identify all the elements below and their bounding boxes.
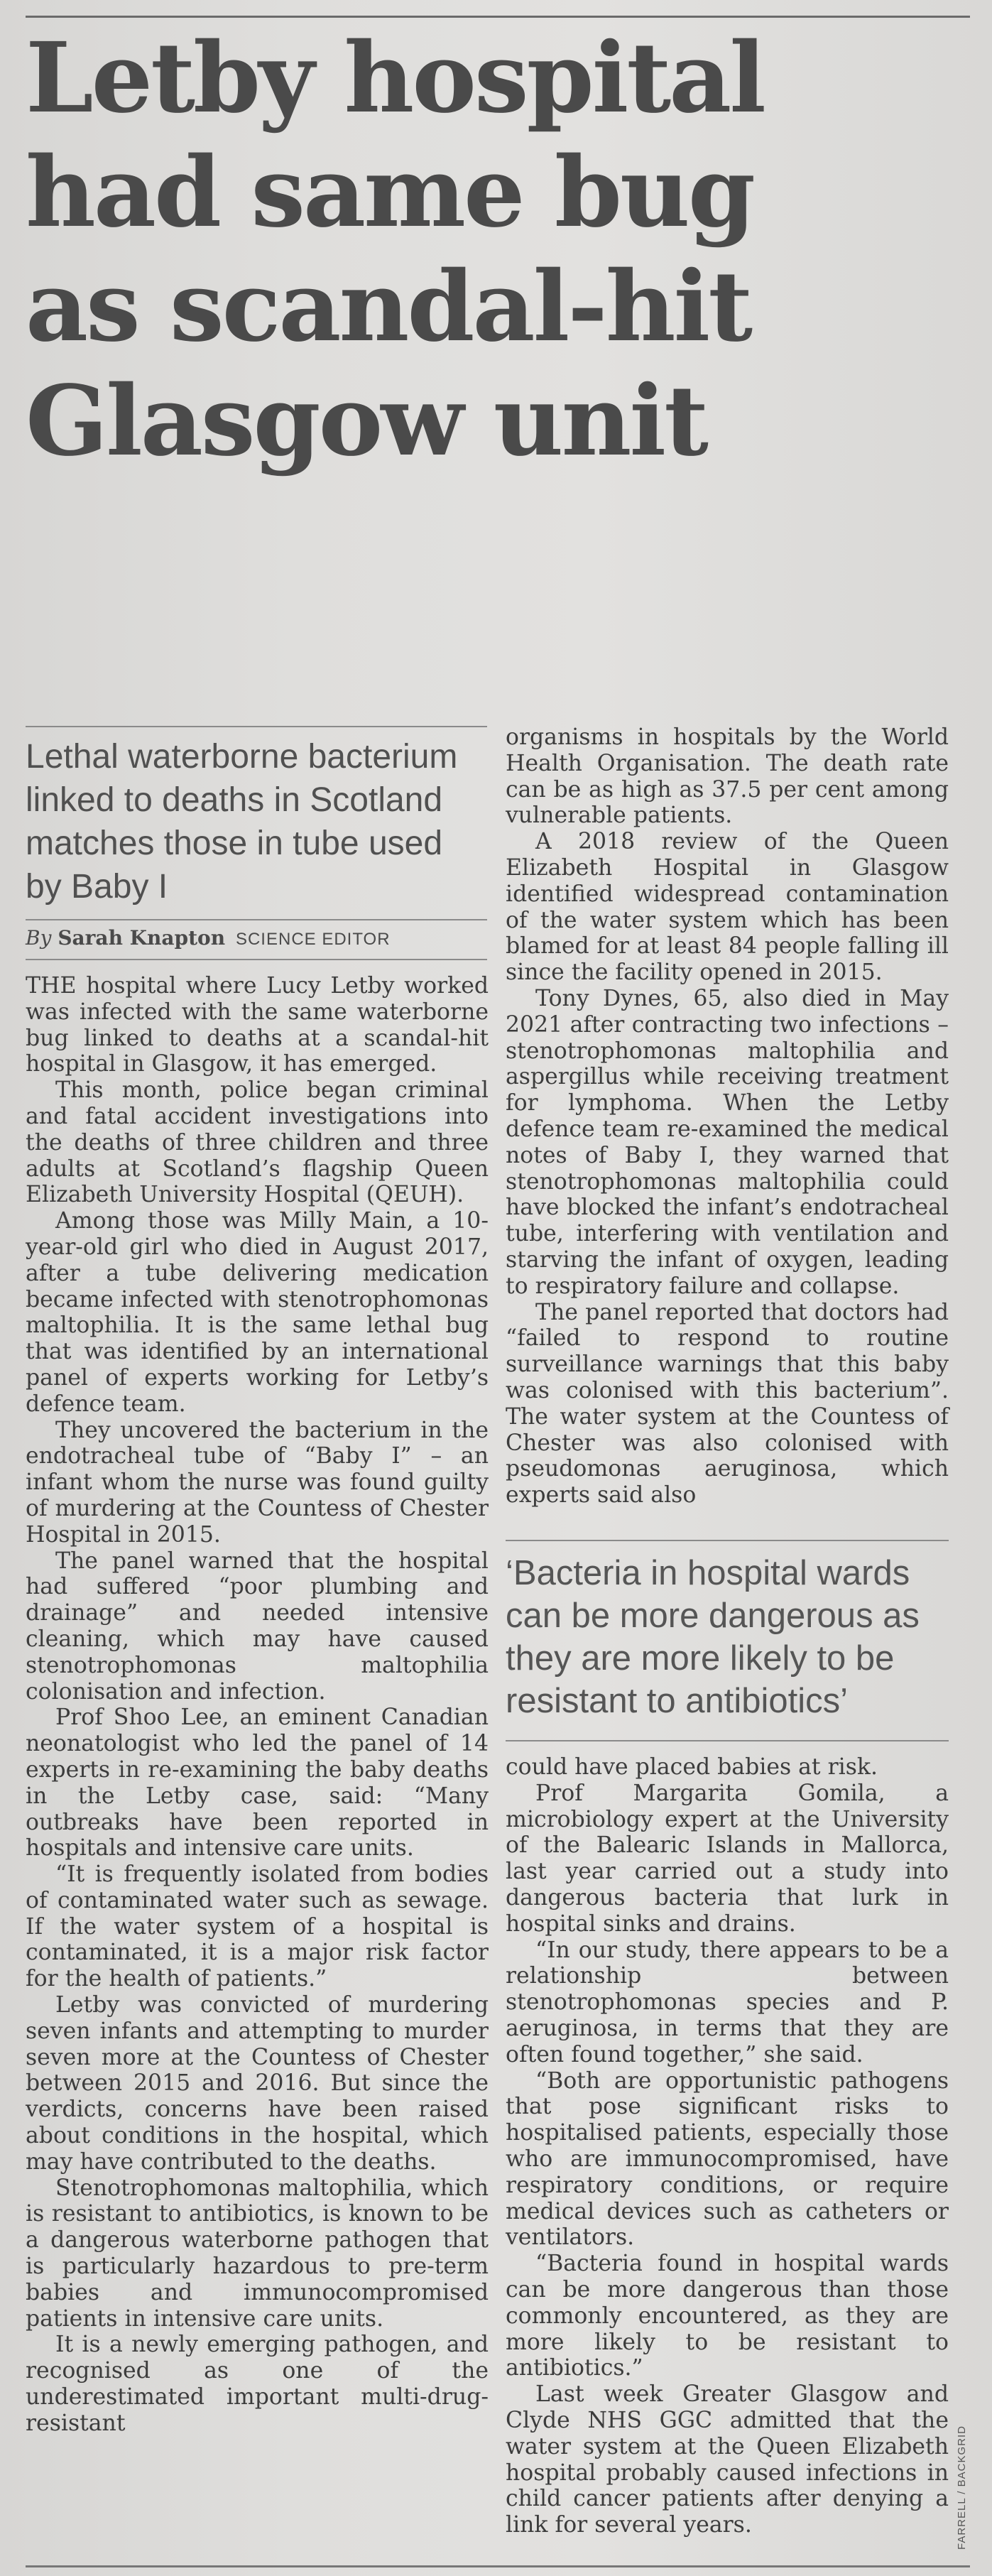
paragraph: The panel warned that the hospital had suffered “poor plumbing and drainage” and needed intensive cleaning, which may have caused stenotrophomonas maltophilia colonisation and infection. — [26, 1548, 489, 1705]
author-name: Sarah Knapton — [58, 926, 226, 950]
paragraph: Last week Greater Glasgow and Clyde NHS GGC admitted that the water system at the Queen Elizabeth hospital probably caused infections in child cancer patients after denying a link for several years. — [506, 2381, 949, 2538]
standfirst: Lethal waterborne bacterium linked to deaths in Scotland matches those in tube used by Baby I — [26, 738, 458, 906]
headline-line-1: Letby hospital — [26, 21, 764, 135]
paragraph: “In our study, there appears to be a relationship between stenotrophomonas species and P. aeruginosa, in terms that they are often found together,” she said. — [506, 1937, 949, 2067]
byline-bottom-rule — [26, 959, 487, 960]
paragraph: Letby was convicted of murdering seven infants and attempting to murder seven more at the Countess of Chester between 2015 and 2016. But since the verdicts, concerns have been raised about conditions in the hospital, which may have contributed to the deaths. — [26, 1992, 489, 2175]
byline-prefix: By — [26, 926, 52, 950]
pullquote-top-rule — [506, 1540, 949, 1541]
paragraph: Prof Margarita Gomila, a microbiology expert at the University of the Balearic Islands in Mallorca, last year carried out a study into dangerous bacteria that lurk in hospital sinks and drains. — [506, 1780, 949, 1937]
byline-top-rule — [26, 919, 487, 920]
paragraph: “Bacteria found in hospital wards can be more dangerous than those commonly encountered, as they are more likely to be resistant to antibiotics.” — [506, 2251, 949, 2381]
pull-quote: ‘Bacteria in hospital wards can be more dangerous as they are more likely to be resistant to antibiotics’ — [506, 1554, 920, 1720]
paragraph: The panel reported that doctors had “failed to respond to routine surveillance warnings that this baby was colonised with this bacterium”. The water system at the Countess of Chester was also colonised with pseudomonas aeruginosa, which experts said also — [506, 1299, 949, 1509]
paragraph: This month, police began criminal and fatal accident investigations into the deaths of three children and three adults at Scotland’s flagship Queen Elizabeth University Hospital (QEUH). — [26, 1077, 489, 1208]
standfirst-top-rule — [26, 726, 487, 727]
pullquote-bottom-rule — [506, 1740, 949, 1741]
paragraph: “It is frequently isolated from bodies of contaminated water such as sewage. If the water system of a hospital is contaminated, it is a major risk factor for the health of patients.” — [26, 1862, 489, 1992]
paragraph: They uncovered the bacterium in the endotracheal tube of “Baby I” – an infant whom the nurse was found guilty of murdering at the Countess of Chester Hospital in 2015. — [26, 1417, 489, 1548]
author-role: SCIENCE EDITOR — [235, 930, 391, 949]
photo-credit: FARRELL / BACKGRID — [956, 2425, 968, 2550]
paragraph: A 2018 review of the Queen Elizabeth Hospital in Glasgow identified widespread contamination of the water system which has been blamed for at least 84 people falling ill since the facility opened in 2015. — [506, 829, 949, 986]
headline — [26, 21, 970, 479]
paragraph: Among those was Milly Main, a 10-year-old girl who died in August 2017, after a tube delivering medication became infected with stenotrophomonas maltophilia. It is the same lethal bug that was identified by an international panel of experts working for Letby’s defence team. — [26, 1208, 489, 1417]
paragraph: could have placed babies at risk. — [506, 1754, 878, 1780]
right-column-top-body — [506, 724, 949, 1509]
paragraph: Stenotrophomonas maltophilia, which is resistant to antibiotics, is known to be a dangerous waterborne pathogen that is particularly hazardous to pre-term babies and immunocompromised patients in intensive care units. — [26, 2175, 489, 2332]
paragraph: It is a newly emerging pathogen, and recognised as one of the underestimated important multi-drug-resistant — [26, 2332, 489, 2436]
headline-line-2: had same bug — [26, 136, 753, 249]
paragraph: THE hospital where Lucy Letby worked was infected with the same waterborne bug linked to deaths at a scandal-hit hospital in Glasgow, it has emerged. — [26, 973, 489, 1077]
right-column-bottom-body — [506, 1754, 949, 2538]
paragraph: “Both are opportunistic pathogens that pose significant risks to hospitalised patients, especially those who are immunocompromised, have respiratory conditions, or require medical devices such as catheters or ventilators. — [506, 2067, 949, 2251]
headline-line-4: Glasgow unit — [26, 364, 707, 478]
paragraph: Tony Dynes, 65, also died in May 2021 after contracting two infections – stenotrophomonas maltophilia and aspergillus while receiving treatment for lymphoma. When the Letby defence team re-examined the medical notes of Baby I, they warned that stenotrophomonas maltophilia could have blocked the infant’s endotracheal tube, interfering with ventilation and starving the infant of oxygen, leading to respiratory failure and collapse. — [506, 985, 949, 1299]
bottom-rule — [26, 2565, 970, 2567]
paragraph: Prof Shoo Lee, an eminent Canadian neonatologist who led the panel of 14 experts in re-examining the baby deaths in the Letby case, said: “Many outbreaks have been reported in hospitals and intensive care units. — [26, 1705, 489, 1862]
headline-line-3: as scandal-hit — [26, 250, 751, 364]
byline — [26, 925, 480, 952]
paragraph: organisms in hospitals by the World Health Organisation. The death rate can be as high as 37.5 per cent among vulnerable patients. — [506, 724, 949, 829]
left-column-body — [26, 973, 489, 2437]
top-rule — [26, 16, 970, 18]
